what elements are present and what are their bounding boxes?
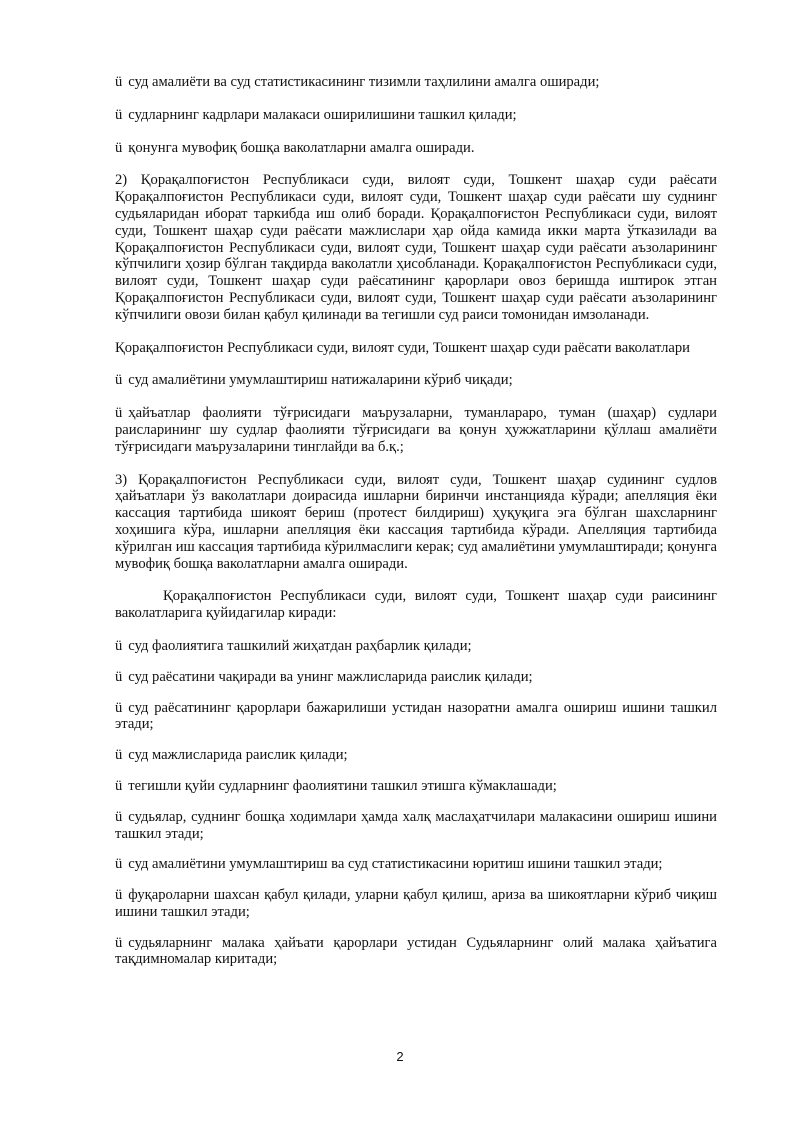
bullet-text: судьяларнинг малака ҳайъати қарорлари устидан Судьяларнинг олий малака ҳайъатига тақдимномалар киритади; <box>115 934 717 968</box>
bullet-item <box>115 935 717 969</box>
bullet-text: судьялар, суднинг бошқа ходимлари ҳамда халқ маслаҳатчилари малакасини ошириш ишини ташкил этади; <box>115 808 717 842</box>
bullet-item <box>115 778 717 795</box>
bullet-text: суд фаолиятига ташкилий жиҳатдан раҳбарлик қилади; <box>128 637 472 654</box>
bullet-item <box>115 856 717 873</box>
bullet-text: судларнинг кадрлари малакаси оширилишини ташкил қилади; <box>128 106 517 123</box>
bullet-text: ҳайъатлар фаолияти тўғрисидаги маърузаларни, туманлараро, туман (шаҳар) судлари раисларининг шу судлар фаолияти тўғрисидаги ва қонун ҳужжатларини қўллаш амалиёти тўғрисидаги маърузаларини тинглайди ва б.қ.; <box>115 405 717 455</box>
bullet-text: фуқароларни шахсан қабул қилади, уларни қабул қилиш, ариза ва шикоятларни кўриб чиқиш ишини ташкил этади; <box>115 887 717 920</box>
bullet-text: суд раёсатининг қарорлари бажарилиши устидан назоратни амалга ошириш ишини ташкил этади; <box>115 699 717 733</box>
bullet-item <box>115 809 717 843</box>
bullet-mark: ü <box>115 777 123 794</box>
bullet-text: суд амалиёти ва суд статистикасининг тизимли таҳлилини амалга оширади; <box>128 74 600 90</box>
bullet-mark: ü <box>115 106 123 123</box>
bullet-item <box>115 107 717 124</box>
bullet-mark: ü <box>115 856 123 873</box>
bullet-item <box>115 887 717 921</box>
bullet-mark: ü <box>115 139 123 156</box>
bullet-item <box>115 74 717 91</box>
bullet-item <box>115 669 717 686</box>
bullet-text: қонунга мувофиқ бошқа ваколатларни амалга оширади. <box>128 139 475 156</box>
bullet-mark: ü <box>115 887 123 904</box>
bullet-mark: ü <box>115 74 123 90</box>
bullet-mark: ü <box>115 372 123 389</box>
bullet-item <box>115 638 717 655</box>
bullet-mark: ü <box>115 405 123 422</box>
bullet-mark: ü <box>115 934 123 951</box>
paragraph-chair-powers: Қорақалпоғистон Республикаси суди, вилоят суди, Тошкент шаҳар суди раисининг ваколатларига қуйидагилар киради: <box>115 588 717 622</box>
bullet-item <box>115 405 717 455</box>
bullet-mark: ü <box>115 637 123 654</box>
paragraph-presidium: 2) Қорақалпоғистон Республикаси суди, вилоят суди, Тошкент шаҳар суди раёсати Қорақалпоғистон Республикаси суди, вилоят суди, Тошкент шаҳар суди раёсати шу суднинг судьяларидан иборат таркибда иш олиб боради. Қорақалпоғистон Республикаси суди, вилоят суди, Тошкент шаҳар суди раёсати мажлислари ҳар ойда камида икки марта ўтказилади ва Қорақалпоғистон Республикаси суди, вилоят суди, Тошкент шаҳар суди раёсати аъзоларининг кўпчилиги ҳозир бўлган тақдирда ваколатли ҳисобланади. Қорақалпоғистон Республикаси суди, вилоят суди, Тошкент шаҳар суди раёсатининг қарорлари овоз беришда иштирок этган Қорақалпоғистон Республикаси суди, вилоят суди, Тошкент шаҳар суди раёсати аъзоларининг кўпчилиги овози билан қабул қилинади ва тегишли суд раиси томонидан имзоланади. <box>115 172 717 323</box>
paragraph-judicial-panels: 3) Қорақалпоғистон Республикаси суди, вилоят суди, Тошкент шаҳар судининг судлов ҳайъатлари ўз ваколатлари доирасида ишларни биринчи инстанцияда кўради; апелляция ёки кассация тартибида шикоят бериш (протест билдириш) ҳуқуқига эга бўлган шахсларнинг хоҳишига кўра, ишларни апелляция ёки кассация тартибида кўради. Апелляция тартибида кўрилган иш кассация тартибида кўрилмаслиги керак; суд амалиётини умумлаштиради; қонунга мувофиқ бошқа ваколатларни амалга оширади. <box>115 471 717 572</box>
bullet-item <box>115 372 717 389</box>
page-number: 2 <box>396 1049 404 1064</box>
bullet-text: тегишли қуйи судларнинг фаолиятини ташкил этишга кўмаклашади; <box>128 777 557 794</box>
bullet-item <box>115 747 717 764</box>
bullet-mark: ü <box>115 668 123 685</box>
bullet-text: суд мажлисларида раислик қилади; <box>128 747 348 764</box>
bullet-text: суд амалиётини умумлаштириш натижаларини кўриб чиқади; <box>128 372 513 389</box>
bullet-item <box>115 140 717 157</box>
bullet-item <box>115 700 717 734</box>
paragraph-presidium-powers: Қорақалпоғистон Республикаси суди, вилоят суди, Тошкент шаҳар суди раёсати ваколатлари <box>115 339 690 356</box>
bullet-mark: ü <box>115 747 123 764</box>
bullet-mark: ü <box>115 808 123 825</box>
bullet-text: суд раёсатини чақиради ва унинг мажлисларида раислик қилади; <box>128 668 533 685</box>
bullet-mark: ü <box>115 699 123 716</box>
bullet-text: суд амалиётини умумлаштириш ва суд статистикасини юритиш ишини ташкил этади; <box>128 856 663 873</box>
